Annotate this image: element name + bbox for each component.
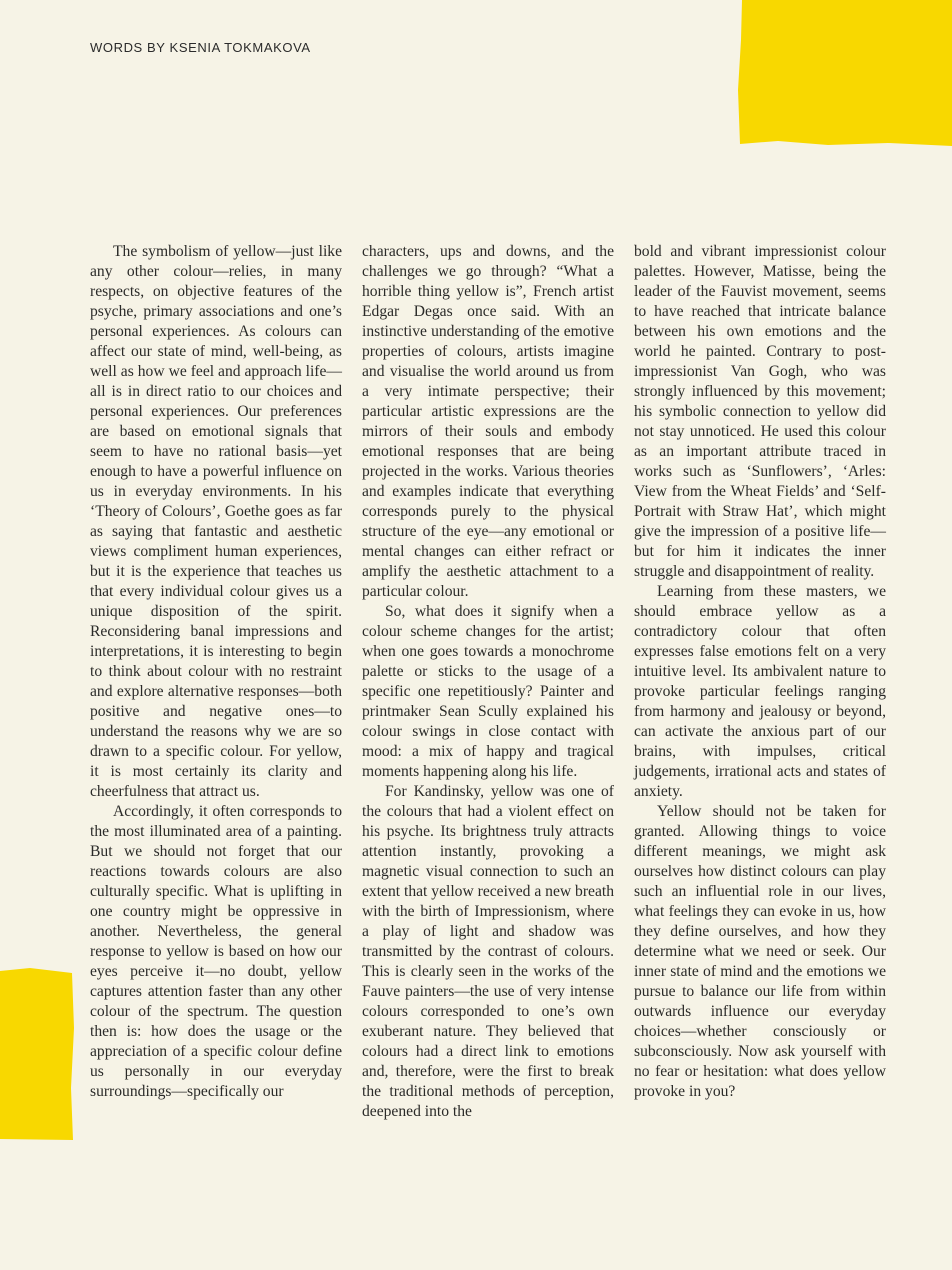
paragraph: Accordingly, it often corresponds to the most illuminated area of a painting. But we should not forget that our reactions towards colours are also culturally specific. What is uplifting in one country might be oppressive in another. Nevertheless, the general response to yellow is based on how our eyes perceive it—no doubt, yellow captures attention faster than any other colour of the spectrum. The question then is: how does the usage or the appreciation of a specific colour define us personally in our everyday surroundings—specifically our bbox=[90, 803, 342, 1100]
author-byline: WORDS BY KSENIA TOKMAKOVA bbox=[90, 40, 311, 55]
article-column-1 bbox=[90, 242, 342, 1122]
yellow-paint-swatch-left bbox=[0, 968, 75, 1140]
paragraph: For Kandinsky, yellow was one of the colours that had a violent effect on his psyche. Its brightness truly attracts attention instantly, provoking a magnetic visual connection to such an extent that yellow received a new breath with the birth of Impressionism, where a play of light and shadow was transmitted by the contrast of colours. This is clearly seen in the works of the Fauve painters—the use of very intense colours corresponded to one’s own exuberant nature. They believed that colours had a direct link to emotions and, therefore, were the first to break the traditional methods of perception, deepened into the bbox=[362, 783, 614, 1120]
article-column-3 bbox=[634, 242, 886, 1122]
paragraph: So, what does it signify when a colour scheme changes for the artist; when one goes towards a monochrome palette or sticks to the usage of a specific one repetitiously? Painter and printmaker Sean Scully explained his colour swings in close contact with mood: a mix of happy and tragical moments happening along his life. bbox=[362, 603, 614, 780]
paragraph: Learning from these masters, we should embrace yellow as a contradictory colour that often expresses false emotions felt on a very intuitive level. Its ambivalent nature to provoke particular feelings ranging from harmony and jealousy or beyond, can activate the anxious part of our brains, with impulses, critical judgements, irrational acts and states of anxiety. bbox=[634, 583, 886, 800]
yellow-paint-swatch-top bbox=[738, 0, 952, 148]
paragraph-continued: characters, ups and downs, and the challenges we go through? “What a horrible thing yellow is”, French artist Edgar Degas once said. With an instinctive understanding of the emotive properties of colours, artists imagine and visualise the world around us from a very intimate perspective; their particular artistic expressions are the mirrors of their souls and embody emotional responses that are being projected in the works. Various theories and examples indicate that everything corresponds purely to the physical structure of the eye—any emotional or mental changes can either refract or amplify the aesthetic attachment to a particular colour. bbox=[362, 243, 614, 600]
article-column-2 bbox=[362, 242, 614, 1122]
paragraph: The symbolism of yellow—just like any other colour—relies, in many respects, on objective features of the psyche, primary associations and one’s personal experiences. As colours can affect our state of mind, well-being, as well as how we feel and approach life—all is in direct ratio to our choices and personal experiences. Our preferences are based on emotional signals that seem to have no rational basis—yet enough to have a powerful influence on us in everyday environments. In his ‘Theory of Colours’, Goethe goes as far as saying that fantastic and aesthetic views compliment human experiences, but it is the experience that teaches us that every individual colour gives us a unique disposition of the spirit. Reconsidering banal impressions and interpretations, it is interesting to begin to think about colour with no restraint and explore alternative responses—both positive and negative ones—to understand the reasons why we are so drawn to a specific colour. For yellow, it is most certainly its clarity and cheerfulness that attract us. bbox=[90, 243, 342, 800]
paragraph-continued: bold and vibrant impressionist colour palettes. However, Matisse, being the leader of the Fauvist movement, seems to have reached that intricate balance between his own emotions and the world he painted. Contrary to post-impressionist Van Gogh, who was strongly influenced by this movement; his symbolic connection to yellow did not stay unnoticed. He used this colour as an important attribute traced in works such as ‘Sunflowers’, ‘Arles: View from the Wheat Fields’ and ‘Self-Portrait with Straw Hat’, which might give the impression of a positive life—but for him it indicates the inner struggle and disappointment of reality. bbox=[634, 243, 886, 580]
paragraph: Yellow should not be taken for granted. Allowing things to voice different meanings, we might ask ourselves how distinct colours can play such an influential role in our lives, what feelings they can evoke in us, how they define ourselves, and how they determine what we need or seek. Our inner state of mind and the emotions we pursue to balance our life from within outwards influence our everyday choices—whether consciously or subconsciously. Now ask yourself with no fear or hesitation: what does yellow provoke in you? bbox=[634, 803, 886, 1100]
article-body bbox=[90, 242, 886, 1122]
